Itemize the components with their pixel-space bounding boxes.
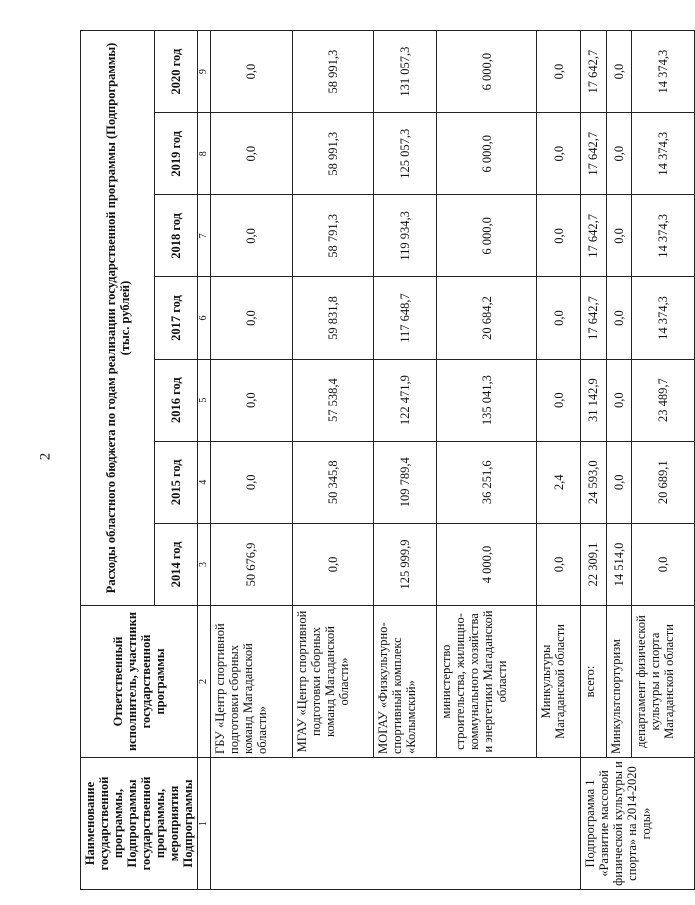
row-executor: МОГАУ «Физкультурно-спортивный комплекс «Колымский» xyxy=(374,606,437,758)
cell-value: 23 489,7 xyxy=(632,359,695,441)
row-executor: Минкультуры Магаданской области xyxy=(537,606,581,758)
header-year: 2020 год xyxy=(155,31,198,113)
cell-value: 0,0 xyxy=(211,113,293,195)
cell-value: 6 000,0 xyxy=(436,31,536,113)
cell-value: 0,0 xyxy=(211,359,293,441)
cell-value: 50 676,9 xyxy=(211,523,293,605)
cell-value: 0,0 xyxy=(606,277,631,359)
cell-value: 125 999,9 xyxy=(374,523,437,605)
header-year: 2015 год xyxy=(155,441,198,523)
budget-table xyxy=(80,30,695,890)
cell-value: 0,0 xyxy=(292,523,374,605)
row-executor: МГАУ «Центр спортивной подготовки сборных команд Магаданской области» xyxy=(292,606,374,758)
column-number: 9 xyxy=(198,31,211,113)
column-number: 2 xyxy=(198,606,211,758)
cell-value: 22 309,1 xyxy=(581,523,606,605)
column-number: 4 xyxy=(198,441,211,523)
cell-value: 135 041,3 xyxy=(436,359,536,441)
header-executor: Ответственный исполнитель, участники государственной программы xyxy=(81,606,198,758)
row-executor: Минкультспортуризм xyxy=(606,606,631,758)
cell-value: 24 593,0 xyxy=(581,441,606,523)
row-program-name: Подпрограмма 1 «Развитие массовой физической культуры и спорта» на 2014-2020 годы» xyxy=(581,758,695,890)
header-year: 2019 год xyxy=(155,113,198,195)
column-number: 7 xyxy=(198,195,211,277)
cell-value: 14 374,3 xyxy=(632,195,695,277)
cell-value: 59 831,8 xyxy=(292,277,374,359)
cell-value: 14 374,3 xyxy=(632,277,695,359)
header-expenses: Расходы областного бюджета по годам реализации государственной программы (Подпрограммы) (тыс. рублей) xyxy=(81,31,155,606)
cell-value: 0,0 xyxy=(211,277,293,359)
cell-value: 117 648,7 xyxy=(374,277,437,359)
cell-value: 20 684,2 xyxy=(436,277,536,359)
cell-value: 58 991,3 xyxy=(292,113,374,195)
header-program-name: Наименование государственной программы, Подпрограммы государственной программы, мероприятия Подпрограммы xyxy=(81,758,198,890)
table-row xyxy=(581,31,606,890)
cell-value: 131 057,3 xyxy=(374,31,437,113)
cell-value: 0,0 xyxy=(606,441,631,523)
cell-value: 119 934,3 xyxy=(374,195,437,277)
cell-value: 20 689,1 xyxy=(632,441,695,523)
table-body xyxy=(211,31,695,890)
row-executor: всего: xyxy=(581,606,606,758)
cell-value: 58 791,3 xyxy=(292,195,374,277)
cell-value: 4 000,0 xyxy=(436,523,536,605)
column-number: 1 xyxy=(198,758,211,890)
cell-value: 0,0 xyxy=(211,195,293,277)
cell-value: 17 642,7 xyxy=(581,195,606,277)
header-year: 2016 год xyxy=(155,359,198,441)
header-year: 2017 год xyxy=(155,277,198,359)
column-number: 5 xyxy=(198,359,211,441)
header-year: 2018 год xyxy=(155,195,198,277)
cell-value: 0,0 xyxy=(211,441,293,523)
column-number: 6 xyxy=(198,277,211,359)
cell-value: 0,0 xyxy=(537,359,581,441)
column-number: 3 xyxy=(198,523,211,605)
cell-value: 14 374,3 xyxy=(632,113,695,195)
cell-value: 0,0 xyxy=(606,359,631,441)
budget-table-container xyxy=(80,30,677,890)
cell-value: 122 471,9 xyxy=(374,359,437,441)
cell-value: 0,0 xyxy=(606,195,631,277)
row-executor: департамент физической культуры и спорта Магаданской области xyxy=(632,606,695,758)
cell-value: 17 642,7 xyxy=(581,277,606,359)
row-executor: министерство строительства, жилищно-коммунального хозяйства и энергетики Магаданской области xyxy=(436,606,536,758)
cell-value: 0,0 xyxy=(632,523,695,605)
cell-value: 50 345,8 xyxy=(292,441,374,523)
page-number: 2 xyxy=(37,452,54,461)
cell-value: 0,0 xyxy=(537,195,581,277)
cell-value: 14 374,3 xyxy=(632,31,695,113)
table-row xyxy=(211,31,293,890)
cell-value: 0,0 xyxy=(537,523,581,605)
cell-value: 17 642,7 xyxy=(581,31,606,113)
cell-value: 58 991,3 xyxy=(292,31,374,113)
cell-value: 0,0 xyxy=(606,113,631,195)
cell-value: 109 789,4 xyxy=(374,441,437,523)
cell-value: 0,0 xyxy=(537,113,581,195)
cell-value: 14 514,0 xyxy=(606,523,631,605)
cell-value: 125 057,3 xyxy=(374,113,437,195)
cell-value: 0,0 xyxy=(606,31,631,113)
cell-value: 0,0 xyxy=(211,31,293,113)
cell-value: 17 642,7 xyxy=(581,113,606,195)
cell-value: 0,0 xyxy=(537,31,581,113)
cell-value: 6 000,0 xyxy=(436,113,536,195)
cell-value: 31 142,9 xyxy=(581,359,606,441)
cell-value: 36 251,6 xyxy=(436,441,536,523)
row-executor: ГБУ «Центр спортивной подготовки сборных команд Магаданской области» xyxy=(211,606,293,758)
column-number: 8 xyxy=(198,113,211,195)
cell-value: 2,4 xyxy=(537,441,581,523)
row-program-name xyxy=(211,758,581,890)
cell-value: 57 538,4 xyxy=(292,359,374,441)
cell-value: 6 000,0 xyxy=(436,195,536,277)
header-year: 2014 год xyxy=(155,523,198,605)
cell-value: 0,0 xyxy=(537,277,581,359)
